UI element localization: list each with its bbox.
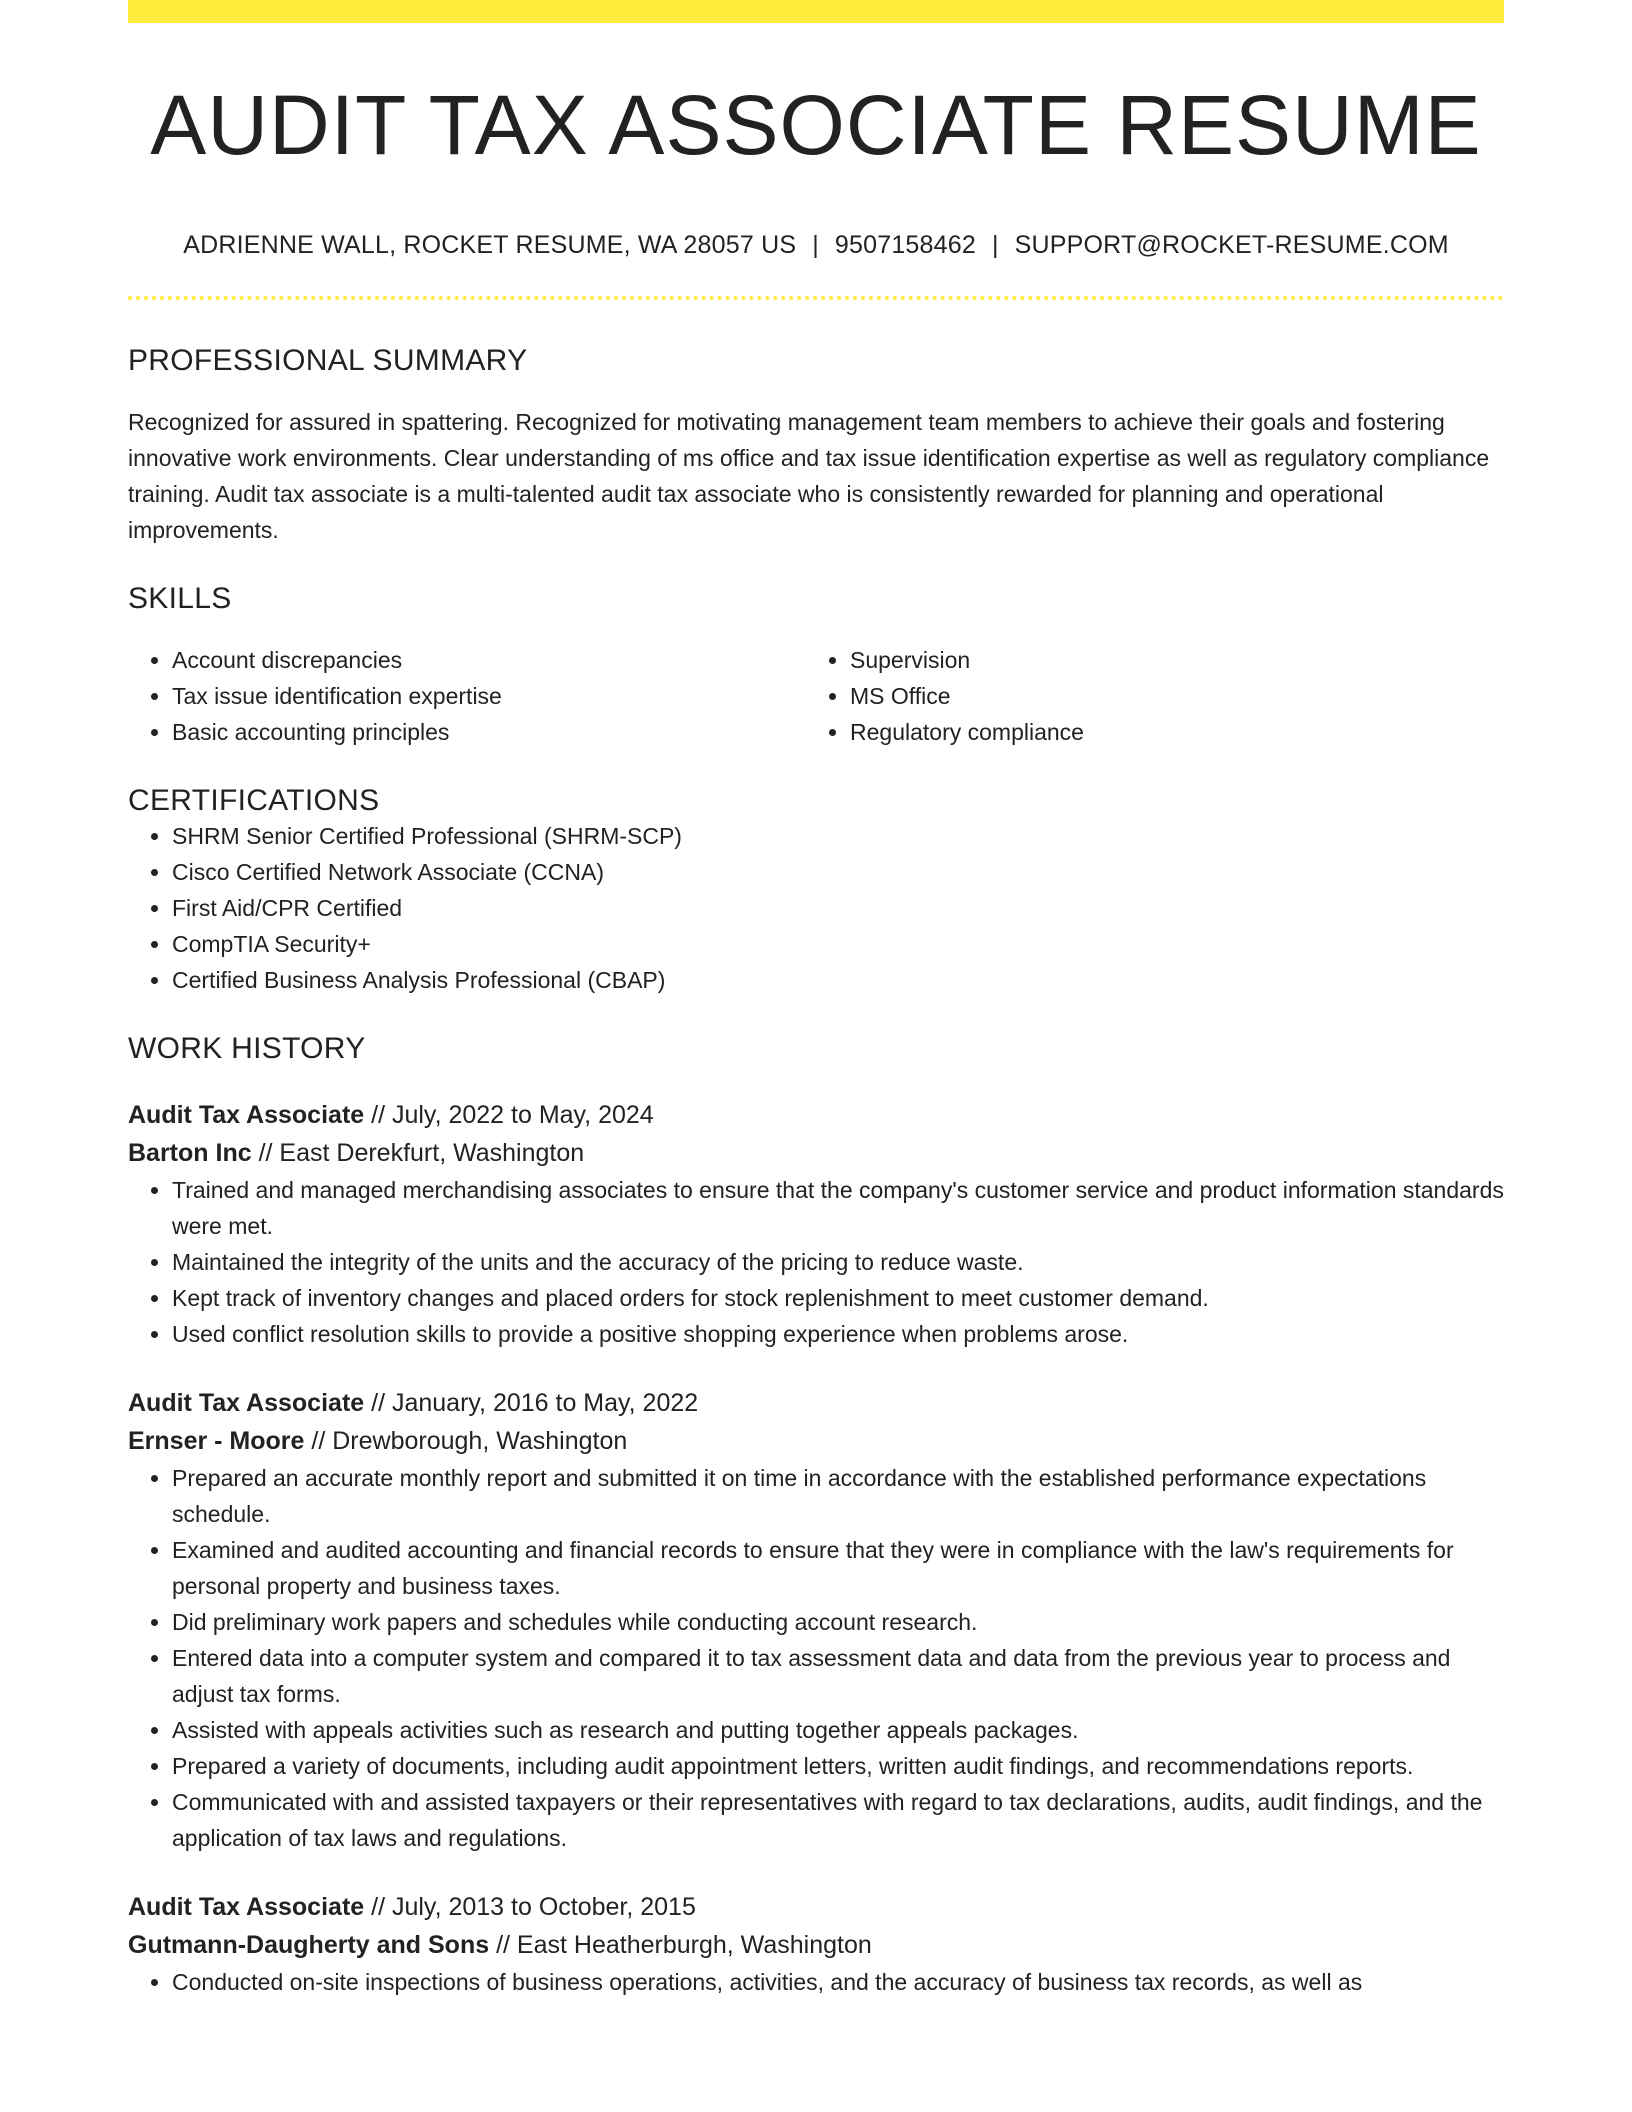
summary-heading: PROFESSIONAL SUMMARY <box>128 344 528 377</box>
resume-title: AUDIT TAX ASSOCIATE RESUME <box>150 78 1482 172</box>
job-company-line <box>128 1926 1504 1964</box>
resume-page <box>128 0 1504 2000</box>
contact-email: SUPPORT@ROCKET-RESUME.COM <box>1014 231 1449 259</box>
job-bullet: • Used conflict resolution skills to provide a positive shopping experience when problems arose. <box>172 1316 1504 1352</box>
job-entry <box>128 1888 1504 2000</box>
contact-address: ADRIENNE WALL, ROCKET RESUME, WA 28057 US <box>183 231 797 259</box>
certification-item: • First Aid/CPR Certified <box>172 890 1504 926</box>
job-company: Ernser - Moore <box>128 1427 305 1455</box>
job-bullet: • Kept track of inventory changes and placed orders for stock replenishment to meet customer demand. <box>172 1280 1504 1316</box>
job-dates: // July, 2013 to October, 2015 <box>371 1893 696 1921</box>
certifications-heading: CERTIFICATIONS <box>128 784 380 817</box>
skill-item: • Regulatory compliance <box>850 714 1484 750</box>
work-history-heading: WORK HISTORY <box>128 1032 366 1065</box>
skill-item: • MS Office <box>850 678 1484 714</box>
skill-item: • Account discrepancies <box>172 642 806 678</box>
job-dates: // July, 2022 to May, 2024 <box>371 1101 654 1129</box>
contact-separator: | <box>812 231 819 259</box>
job-dates: // January, 2016 to May, 2022 <box>371 1389 699 1417</box>
job-bullets <box>128 1172 1504 1352</box>
job-entry <box>128 1384 1504 1856</box>
job-title-line <box>128 1888 1504 1926</box>
skill-item: • Supervision <box>850 642 1484 678</box>
job-bullet: • Communicated with and assisted taxpayers or their representatives with regard to tax declarations, audits, audit findings, and the application of tax laws and regulations. <box>172 1784 1504 1856</box>
skills-list-right <box>806 642 1484 750</box>
skill-item: • Tax issue identification expertise <box>172 678 806 714</box>
job-title-line <box>128 1096 1504 1134</box>
job-company-line <box>128 1422 1504 1460</box>
job-location: // Drewborough, Washington <box>311 1427 628 1455</box>
job-company: Barton Inc <box>128 1139 252 1167</box>
skills-column-left <box>128 642 806 750</box>
job-bullet: • Entered data into a computer system and compared it to tax assessment data and data from the previous year to process and adjust tax forms. <box>172 1640 1504 1712</box>
job-bullets <box>128 1964 1504 2000</box>
contact-separator: | <box>991 231 999 259</box>
job-bullet: • Conducted on-site inspections of business operations, activities, and the accuracy of business tax records, as well as <box>172 1964 1504 2000</box>
skills-grid <box>128 642 1504 750</box>
job-bullet: • Prepared a variety of documents, including audit appointment letters, written audit findings, and recommendations reports. <box>172 1748 1504 1784</box>
certification-item: • Certified Business Analysis Professional (CBAP) <box>172 962 1504 998</box>
certification-item: • Cisco Certified Network Associate (CCNA) <box>172 854 1504 890</box>
skill-item: • Basic accounting principles <box>172 714 806 750</box>
job-title: Audit Tax Associate <box>128 1389 365 1417</box>
certifications-list <box>128 818 1504 998</box>
certification-item: • CompTIA Security+ <box>172 926 1504 962</box>
skills-column-right <box>806 642 1484 750</box>
summary-text: Recognized for assured in spattering. Recognized for motivating management team members to achieve their goals and fostering innovative work environments. Clear understanding of ms office and tax issue identification expertise as well as regulatory compliance training. Audit tax associate is a multi-talented audit tax associate who is consistently rewarded for planning and operational improvements. <box>128 409 1490 543</box>
job-bullet: • Did preliminary work papers and schedules while conducting account research. <box>172 1604 1504 1640</box>
job-bullets <box>128 1460 1504 1856</box>
skills-list-left <box>128 642 806 750</box>
job-entry <box>128 1096 1504 1352</box>
job-location: // East Derekfurt, Washington <box>258 1139 585 1167</box>
dotted-divider <box>128 296 1504 300</box>
job-bullet: • Assisted with appeals activities such as research and putting together appeals packages. <box>172 1712 1504 1748</box>
job-bullet: • Examined and audited accounting and financial records to ensure that they were in compliance with the law's requirements for personal property and business taxes. <box>172 1532 1504 1604</box>
certification-item: • SHRM Senior Certified Professional (SHRM-SCP) <box>172 818 1504 854</box>
job-bullet: • Maintained the integrity of the units and the accuracy of the pricing to reduce waste. <box>172 1244 1504 1280</box>
contact-line <box>128 231 1504 260</box>
job-title: Audit Tax Associate <box>128 1101 365 1129</box>
job-bullet: • Trained and managed merchandising associates to ensure that the company's customer service and product information standards were met. <box>172 1172 1504 1244</box>
job-title-line <box>128 1384 1504 1422</box>
job-company: Gutmann-Daugherty and Sons <box>128 1931 490 1959</box>
job-title: Audit Tax Associate <box>128 1893 365 1921</box>
contact-phone: 9507158462 <box>834 231 976 259</box>
job-company-line <box>128 1134 1504 1172</box>
top-accent-bar <box>128 0 1504 23</box>
skills-heading: SKILLS <box>128 582 232 615</box>
job-location: // East Heatherburgh, Washington <box>496 1931 872 1959</box>
job-bullet: • Prepared an accurate monthly report and submitted it on time in accordance with the established performance expectations schedule. <box>172 1460 1504 1532</box>
